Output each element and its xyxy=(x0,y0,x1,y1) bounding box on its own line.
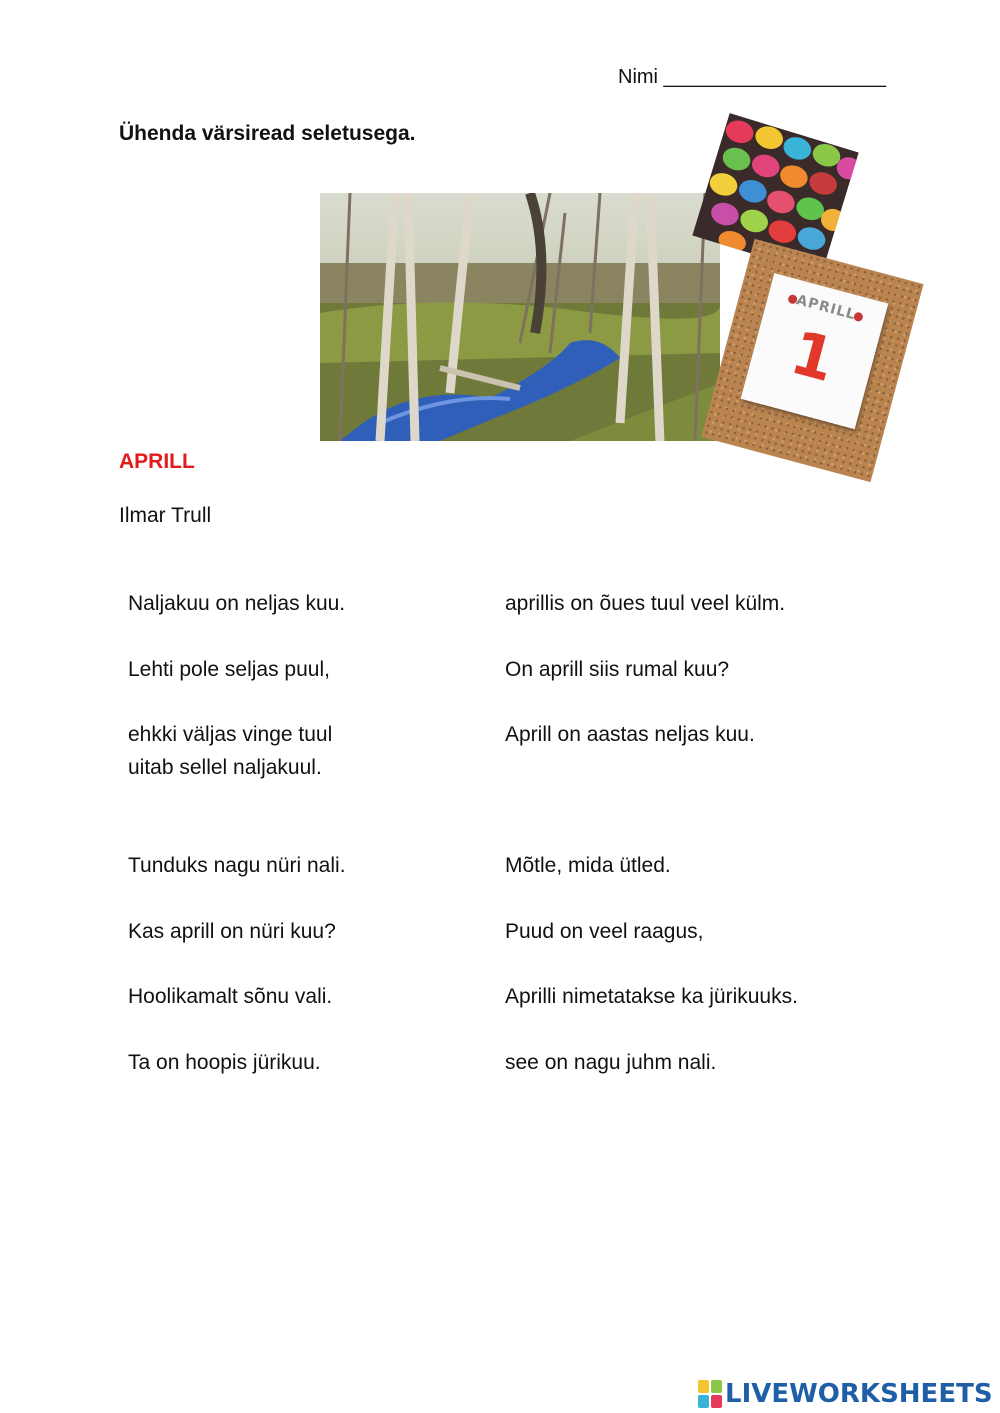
verse-line[interactable]: Tunduks nagu nüri nali. xyxy=(128,854,346,877)
spring-landscape-image xyxy=(320,193,720,441)
verse-line[interactable]: Kas aprill on nüri kuu? xyxy=(128,920,336,943)
explanation-line[interactable]: aprillis on õues tuul veel külm. xyxy=(505,592,786,615)
explanation-line[interactable]: Mõtle, mida ütled. xyxy=(505,854,671,877)
explanation-line[interactable]: Aprilli nimetatakse ka jürikuuks. xyxy=(505,985,798,1008)
verse-line[interactable]: Lehti pole seljas puul, xyxy=(128,658,330,681)
verse-line[interactable]: Ta on hoopis jürikuu. xyxy=(128,1051,321,1074)
liveworksheets-brand xyxy=(698,1376,993,1412)
verse-line[interactable]: Hoolikamalt sõnu vali. xyxy=(128,985,333,1008)
april-calendar-image xyxy=(701,239,923,482)
brand-name: LIVEWORKSHEETS xyxy=(725,1379,993,1409)
liveworksheets-logo-icon xyxy=(698,1380,722,1408)
explanation-line[interactable]: Aprill on aastas neljas kuu. xyxy=(505,723,755,746)
explanation-line[interactable]: Puud on veel raagus, xyxy=(505,920,704,943)
verse-line[interactable]: Naljakuu on neljas kuu. xyxy=(128,592,346,615)
poem-title: APRILL xyxy=(119,450,195,473)
name-field-label: Nimi ____________________ xyxy=(618,66,887,88)
calendar-day: 1 xyxy=(783,317,843,397)
verse-line[interactable]: uitab sellel naljakuul. xyxy=(128,756,322,779)
calendar-month: APRILL xyxy=(794,292,858,324)
explanation-line[interactable]: On aprill siis rumal kuu? xyxy=(505,658,730,681)
poem-author: Ilmar Trull xyxy=(119,504,212,527)
explanation-line[interactable]: see on nagu juhm nali. xyxy=(505,1051,717,1074)
instruction-heading: Ühenda värsiread seletusega. xyxy=(119,122,416,145)
verse-line[interactable]: ehkki väljas vinge tuul xyxy=(128,723,333,746)
